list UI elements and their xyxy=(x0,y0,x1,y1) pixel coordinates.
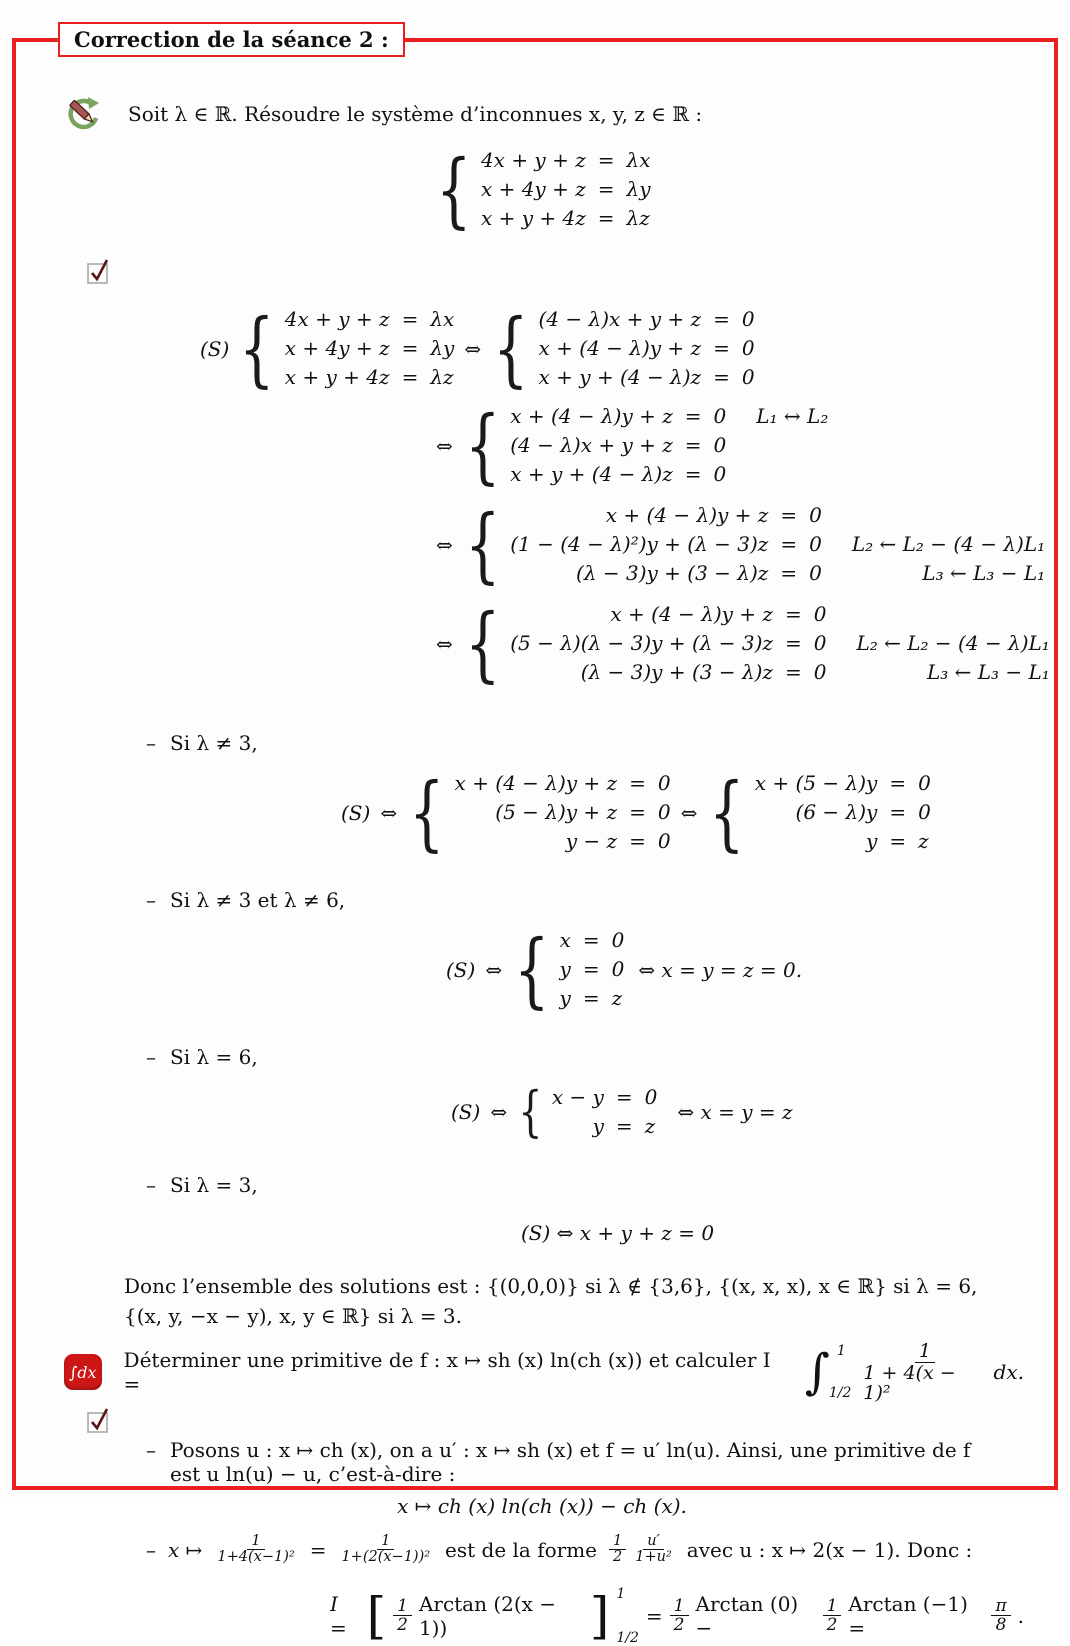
exercise2-statement: Déterminer une primitive de f : x ↦ sh (x) ln(ch (x)) et calculer I = xyxy=(123,1348,771,1397)
equation-cell: = xyxy=(784,660,802,684)
equals: = xyxy=(645,1603,663,1628)
equation-cell: (λ − 3)y + (3 − λ)z xyxy=(580,660,773,684)
equation-cell: L₁ ↔ L₂ xyxy=(756,404,829,428)
bullet-dash: – xyxy=(146,1437,156,1462)
bullet1 xyxy=(146,1438,1004,1486)
system-label: (S) xyxy=(200,336,230,361)
exercise1-statement: Soit λ ∈ ℝ. Résoudre le système d’inconnues x, y, z ∈ ℝ : xyxy=(128,102,703,126)
case3-text: Si λ = 6, xyxy=(170,1045,258,1069)
equation-cell: z xyxy=(611,986,623,1010)
equation-cell: 0 xyxy=(713,433,727,457)
iff-symbol: ⇔ xyxy=(490,1100,508,1124)
equation-cell: x + (4 − λ)y + z xyxy=(610,602,773,626)
equation-cell: 0 xyxy=(918,800,931,824)
equation-cell: = xyxy=(629,771,646,795)
fraction: $\frac{1}{2}$ xyxy=(393,1597,412,1635)
equation-grid xyxy=(552,1085,658,1139)
equation-cell: x + (4 − λ)y + z xyxy=(605,503,769,527)
bullet2 xyxy=(146,1534,1024,1566)
bullet1-text: Posons u : x ↦ ch (x), on a u′ : x ↦ sh (x) et f = u′ ln(u). Ainsi, une primitive de f est u ln(u) − u, c’est-à-dire : xyxy=(170,1437,971,1486)
integral-limits xyxy=(828,1343,857,1402)
final-term2: Arctan (−1) = xyxy=(848,1591,968,1640)
integral-icon-label: ∫dx xyxy=(68,1362,97,1382)
system-label: (S) xyxy=(341,800,371,825)
equation-cell: 0 xyxy=(657,771,671,795)
equation-cell: 0 xyxy=(713,404,727,428)
equation-cell: y xyxy=(866,829,878,853)
case2-derivation: (S) ⇔ { x = 0 y = 0 y = z ⇔ x = y = z = 0. xyxy=(446,920,803,1018)
equation-cell: x + (4 − λ)y + z xyxy=(538,336,702,360)
equation-cell: (5 − λ)y + z xyxy=(495,800,618,824)
equation-cell: = xyxy=(780,561,798,585)
case4-result: (S) ⇔ x + y + z = 0 xyxy=(521,1221,715,1245)
bullet2-lead: x ↦ xyxy=(168,1537,203,1562)
equation-grid xyxy=(285,307,455,390)
system-label: (S) xyxy=(451,1100,481,1124)
integral-lower-limit: 1/2 xyxy=(828,1385,852,1402)
equation-cell: 0 xyxy=(809,532,822,556)
equation-cell: y xyxy=(592,1114,604,1138)
equation-cell: y xyxy=(559,957,571,981)
equation-cell: = xyxy=(401,307,419,331)
differential: dx. xyxy=(993,1360,1024,1385)
equation-cell: = xyxy=(582,957,600,981)
iff-symbol: ⇔ xyxy=(680,800,698,825)
case2-text: Si λ ≠ 3 et λ ≠ 6, xyxy=(170,888,346,912)
case3-tail: ⇔ x = y = z xyxy=(677,1100,793,1124)
equation-grid xyxy=(560,928,625,1011)
case2-tail: ⇔ x = y = z = 0. xyxy=(638,957,803,982)
final-evaluation: I = [ $\frac{1}{2}$ Arctan (2(x − 1)) ] 1 1/2 = $\frac{1}{2}$ Arctan (0) − $\frac{1}{2}$ Arctan (−1) = $\frac{\pi}{8}$ . xyxy=(330,1585,1024,1646)
iff-symbol: ⇔ xyxy=(485,957,503,982)
equation-cell: x + (4 − λ)y + z xyxy=(454,771,618,795)
case4-label xyxy=(146,1173,1024,1197)
bracket-lower: 1/2 xyxy=(616,1629,639,1646)
equation-cell: = xyxy=(629,800,646,824)
equation-cell: = xyxy=(401,365,419,389)
equation-grid xyxy=(481,148,651,231)
equation-grid xyxy=(755,771,931,854)
derivation-line-2: ⇔ { x + (4 − λ)y + z = 0 L₁ ↔ L₂ (4 − λ)x + y + z = 0 x + y + (4 − λ)z = 0 xyxy=(436,396,829,494)
equation-cell: z xyxy=(644,1114,656,1138)
equation-cell: 4x + y + z xyxy=(480,148,586,172)
equation-cell: λy xyxy=(430,336,455,360)
iff-symbol: ⇔ xyxy=(436,532,453,557)
exercise1-statement-row xyxy=(60,94,1024,134)
bracket-upper: 1 xyxy=(616,1585,626,1602)
case3-derivation: (S) ⇔ { x − y = 0 y = z ⇔ x = y = z xyxy=(451,1079,793,1144)
fraction: $\frac{1}{2}$ xyxy=(670,1597,689,1635)
equation-cell: 4x + y + z xyxy=(284,307,390,331)
equation-cell: λz xyxy=(626,206,650,230)
equation-cell: (1 − (4 − λ)²)y + (λ − 3)z xyxy=(510,532,769,556)
equation-cell: = xyxy=(615,1085,633,1109)
checkmark-icon xyxy=(86,1406,112,1438)
equation-cell: = xyxy=(615,1114,633,1138)
equation-cell: (4 − λ)x + y + z xyxy=(538,307,702,331)
equation-cell: L₃ ← L₃ − L₁ xyxy=(922,561,1046,585)
equation-cell: = xyxy=(684,404,702,428)
case4-text: Si λ = 3, xyxy=(170,1173,258,1197)
equation-cell: = xyxy=(684,433,702,457)
equation-cell: = xyxy=(780,503,798,527)
bullet2-tail: avec u : x ↦ 2(x − 1). Donc : xyxy=(686,1537,973,1562)
equation-cell: y xyxy=(559,986,571,1010)
equation-cell: x + y + (4 − λ)z xyxy=(510,462,673,486)
integral-exercise-icon xyxy=(60,1354,106,1390)
equation-cell: (λ − 3)y + (3 − λ)z xyxy=(576,561,769,585)
iff-symbol: ⇔ xyxy=(436,631,453,656)
exercise2-statement-row xyxy=(60,1341,1024,1404)
derivation-line-4: ⇔ { x + (4 − λ)y + z = 0 (5 − λ)(λ − 3)y + (λ − 3)z = 0 L₂ ← L₂ − (4 − λ)L₁ (λ − 3)y + (3 − λ)z = 0 L₃ ← L₃ − L₁ xyxy=(436,594,1050,692)
derivation-line-3: ⇔ { x + (4 − λ)y + z = 0 (1 − (4 − λ)²)y + (λ − 3)z = 0 L₂ ← L₂ − (4 − λ)L₁ (λ − 3)y + (3 − λ)z = 0 L₃ ← L₃ − L₁ xyxy=(436,495,1046,593)
equation-cell: z xyxy=(918,829,929,853)
equation-cell: (4 − λ)x + y + z xyxy=(510,433,673,457)
final-body: Arctan (2(x − 1)) xyxy=(418,1591,557,1640)
final-period: . xyxy=(1017,1603,1024,1628)
equation-cell: 0 xyxy=(657,800,671,824)
system-initial: { 4x + y + z = λx x + 4y + z = λy x + y + 4z = λz xyxy=(435,140,651,238)
equation-cell: = xyxy=(684,462,702,486)
case3-label xyxy=(146,1045,1024,1069)
bullet-dash: – xyxy=(146,1045,156,1069)
equation-cell: L₃ ← L₃ − L₁ xyxy=(926,660,1050,684)
fraction: $\frac{1}{2}$ xyxy=(609,1534,626,1566)
equation-cell: = xyxy=(713,307,730,331)
equation-grid xyxy=(539,307,755,390)
page-title-text: Correction de la séance 2 : xyxy=(74,27,389,52)
equation-cell: λx xyxy=(626,148,651,172)
case1-label xyxy=(146,731,1024,755)
integrand-fraction: $\frac{1}{\text{1 + 4(x − 1)²}}$ xyxy=(863,1340,956,1405)
bullet-dash: – xyxy=(146,1537,156,1562)
fraction: $\frac{1}{\text{1+4(x−1)²}}$ xyxy=(217,1532,295,1566)
equation-cell: = xyxy=(889,800,907,824)
case1-text: Si λ ≠ 3, xyxy=(170,731,258,755)
equation-cell: λx xyxy=(430,307,455,331)
equation-cell: 0 xyxy=(809,503,822,527)
equation-cell: = xyxy=(401,336,419,360)
equation-cell: = xyxy=(784,631,802,655)
equation-cell: L₂ ← L₂ − (4 − λ)L₁ xyxy=(856,631,1050,655)
equation-cell: = xyxy=(889,771,907,795)
equation-cell: 0 xyxy=(809,561,822,585)
iff-symbol: ⇔ xyxy=(464,336,482,361)
equation-cell: = xyxy=(713,336,730,360)
equation-cell: = xyxy=(597,177,615,201)
integral-upper-limit: 1 xyxy=(836,1343,846,1360)
equation-cell: 0 xyxy=(813,602,827,626)
equation-cell: 0 xyxy=(741,336,755,360)
equation-cell: = xyxy=(780,532,798,556)
equation-cell: x + (5 − λ)y xyxy=(754,771,878,795)
equation-grid xyxy=(510,602,1050,685)
equation-cell: y − z xyxy=(565,829,618,853)
bullet-dash: – xyxy=(146,1173,156,1197)
equation-cell: x − y xyxy=(551,1085,604,1109)
iff-symbol: ⇔ xyxy=(436,433,453,458)
equation-cell: x + y + 4z xyxy=(284,365,390,389)
equation-cell: 0 xyxy=(611,957,625,981)
fraction: $\frac{\pi}{8}$ xyxy=(991,1597,1010,1635)
equation-cell: = xyxy=(597,148,615,172)
equation-cell: 0 xyxy=(611,928,625,952)
equation-cell: = xyxy=(784,602,802,626)
bullet-dash: – xyxy=(146,731,156,755)
equation-cell: x + y + (4 − λ)z xyxy=(538,365,702,389)
equation-cell: x + y + 4z xyxy=(480,206,586,230)
equation-cell: 0 xyxy=(813,631,827,655)
equation-cell: 0 xyxy=(918,771,931,795)
equals: = xyxy=(309,1537,327,1562)
equation-cell: 0 xyxy=(644,1085,658,1109)
equation-cell: = xyxy=(629,829,646,853)
solution-check-row xyxy=(86,257,1024,289)
solution2-check-row xyxy=(86,1406,1024,1438)
equation-grid xyxy=(455,771,671,854)
equation-cell: x + (4 − λ)y + z xyxy=(510,404,673,428)
fraction: $\frac{1}{2}$ xyxy=(823,1597,842,1635)
equation-cell: x xyxy=(559,928,571,952)
system-label: (S) xyxy=(446,957,476,982)
bullet2-mid: est de la forme xyxy=(445,1537,598,1562)
solutions-conclusion: Donc l’ensemble des solutions est : {(0,0,0)} si λ ∉ {3,6}, {(x, x, x), x ∈ ℝ} si λ = 6, {(x, y, −x − y), x, y ∈ ℝ} si λ = 3. xyxy=(124,1274,978,1328)
exercise-pencil-icon xyxy=(60,94,106,134)
bullet-dash: – xyxy=(146,888,156,912)
equation-cell: 0 xyxy=(741,365,755,389)
equation-cell: = xyxy=(713,365,730,389)
equation-cell: (6 − λ)y xyxy=(795,800,878,824)
equation-grid xyxy=(510,503,1045,586)
equation-cell: (5 − λ)(λ − 3)y + (λ − 3)z xyxy=(510,631,773,655)
equation-grid xyxy=(510,404,828,487)
equation-cell: = xyxy=(582,928,600,952)
equation-cell: = xyxy=(889,829,907,853)
equation-cell: L₂ ← L₂ − (4 − λ)L₁ xyxy=(851,532,1046,556)
bracket-limits xyxy=(616,1586,639,1646)
final-lead: I = xyxy=(330,1591,347,1640)
case1-derivation: (S) ⇔ { x + (4 − λ)y + z = 0 (5 − λ)y + z = 0 y − z = 0 ⇔ { x + (5 − λ)y = 0 (6 − λ)y = 0 y = z xyxy=(341,763,931,861)
case2-label xyxy=(146,888,1024,912)
equation-cell: 0 xyxy=(657,829,671,853)
equation-cell: x + 4y + z xyxy=(480,177,586,201)
equation-cell: = xyxy=(597,206,615,230)
page-title xyxy=(58,22,405,57)
checkmark-icon xyxy=(86,257,112,289)
fraction: $\frac{u'}{\text{1+u²}}$ xyxy=(635,1532,672,1566)
equation-cell: λz xyxy=(430,365,454,389)
page-border xyxy=(12,27,1058,1646)
equation-cell: 0 xyxy=(813,660,827,684)
primitive-result: x ↦ ch (x) ln(ch (x)) − ch (x). xyxy=(397,1493,687,1518)
fraction: $\frac{1}{\text{1+(2(x−1))²}}$ xyxy=(341,1532,431,1566)
equation-cell: 0 xyxy=(741,307,755,331)
equation-cell: λy xyxy=(626,177,651,201)
iff-symbol: ⇔ xyxy=(380,800,398,825)
derivation-line-1: (S) { 4x + y + z = λx x + 4y + z = λy x + y + 4z = λz ⇔ { (4 − λ)x + y + z = 0 x + (4 − λ)y + z = 0 x + y + (4 − λ)z = 0 xyxy=(200,299,755,397)
integral-expression: ∫ 1 1/2 $\frac{1}{\text{1 + 4(x − 1)²}}$ dx. xyxy=(804,1340,1024,1405)
equation-cell: x + 4y + z xyxy=(284,336,390,360)
equation-cell: 0 xyxy=(713,462,727,486)
equation-cell: = xyxy=(582,986,600,1010)
final-term1: Arctan (0) − xyxy=(695,1591,799,1640)
